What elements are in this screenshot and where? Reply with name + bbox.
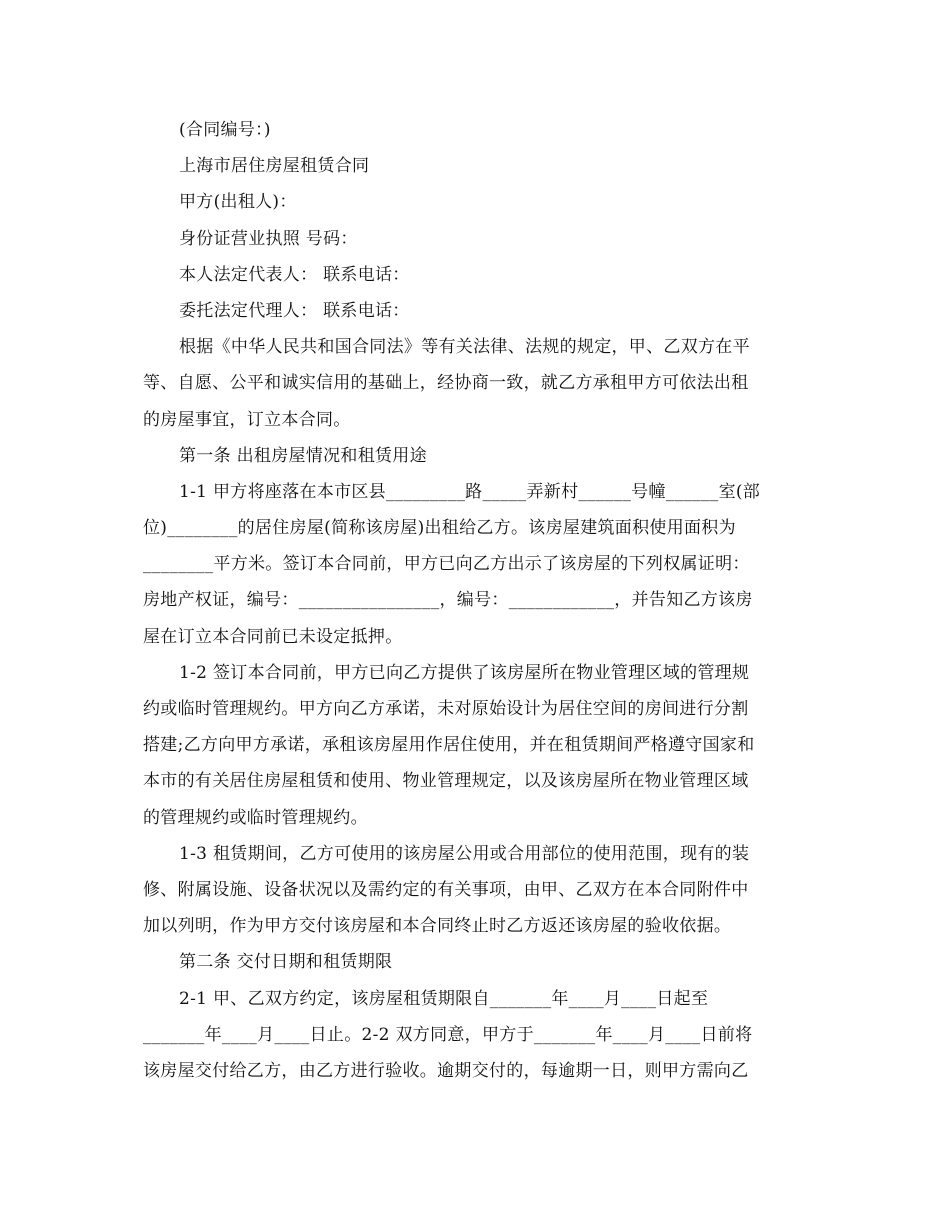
clause-1-1-line-4: 房地产权证，编号：________________，编号：____________，并告知乙方该房 (143, 590, 753, 611)
clause-1-1-line-3: ________平方米。签订本合同前，甲方已向乙方出示了该房屋的下列权属证明： (143, 554, 750, 575)
clause-1-2-line-2: 约或临时管理规约。甲方向乙方承诺，未对原始设计为居住空间的房间进行分割 (143, 699, 749, 719)
preamble-line-2: 等、自愿、公平和诚实信用的基础上，经协商一致，就乙方承租甲方可依法出租 (143, 373, 749, 394)
authorized-agent-line: 委托法定代理人： 联系电话： (179, 300, 410, 321)
contract-text (143, 112, 808, 1089)
id-number-line: 身份证营业执照 号码： (179, 228, 358, 249)
clause-1-1-line-2: 位)________的居住房屋(简称该房屋)出租给乙方。该房屋建筑面积使用面积为 (143, 518, 736, 539)
clause-1-3-line-3: 加以列明，作为甲方交付该房屋和本合同终止时乙方返还该房屋的验收依据。 (143, 916, 732, 937)
clause-1-1-line-1: 1-1 甲方将座落在本市区县_________路_____弄新村______号幢______室(部 (179, 481, 761, 502)
legal-representative-line: 本人法定代表人： 联系电话： (179, 264, 410, 285)
preamble-line-1: 根据《中华人民共和国合同法》等有关法律、法规的规定，甲、乙双方在平 (179, 337, 750, 358)
clause-1-2-line-3: 搭建;乙方向甲方承诺，承租该房屋用作居住使用，并在租赁期间严格遵守国家和 (143, 735, 755, 756)
article-2-heading: 第二条 交付日期和租赁期限 (179, 952, 393, 973)
clause-1-2-line-1: 1-2 签订本合同前，甲方已向乙方提供了该房屋所在物业管理区域的管理规 (179, 662, 750, 683)
article-1-heading: 第一条 出租房屋情况和租赁用途 (179, 445, 427, 466)
party-a-line: 甲方(出租人)： (179, 192, 297, 213)
clause-1-3-line-2: 修、附属设施、设备状况以及需约定的有关事项，由甲、乙双方在本合同附件中 (143, 879, 749, 900)
clause-2-2-line-3: 该房屋交付给乙方，由乙方进行验收。逾期交付的，每逾期一日，则甲方需向乙 (143, 1060, 749, 1081)
clause-2-1-line-2: _______年____月____日止。2-2 双方同意，甲方于_______年____月____日前将 (143, 1024, 753, 1045)
clause-1-2-line-4: 本市的有关居住房屋租赁和使用、物业管理规定，以及该房屋所在物业管理区域 (143, 771, 749, 792)
clause-1-3-line-1: 1-3 租赁期间，乙方可使用的该房屋公用或合用部位的使用范围，现有的装 (179, 843, 750, 864)
contract-number-line: (合同编号：) (179, 120, 271, 140)
clause-1-2-line-5: 的管理规约或临时管理规约。 (143, 807, 368, 828)
clause-2-1-line-1: 2-1 甲、乙双方约定，该房屋租赁期限自_______年____月____日起至 (179, 988, 709, 1009)
preamble-line-3: 的房屋事宜，订立本合同。 (143, 409, 351, 430)
contract-title: 上海市居住房屋租赁合同 (179, 156, 370, 177)
clause-1-1-line-5: 屋在订立本合同前已未设定抵押。 (143, 626, 403, 647)
